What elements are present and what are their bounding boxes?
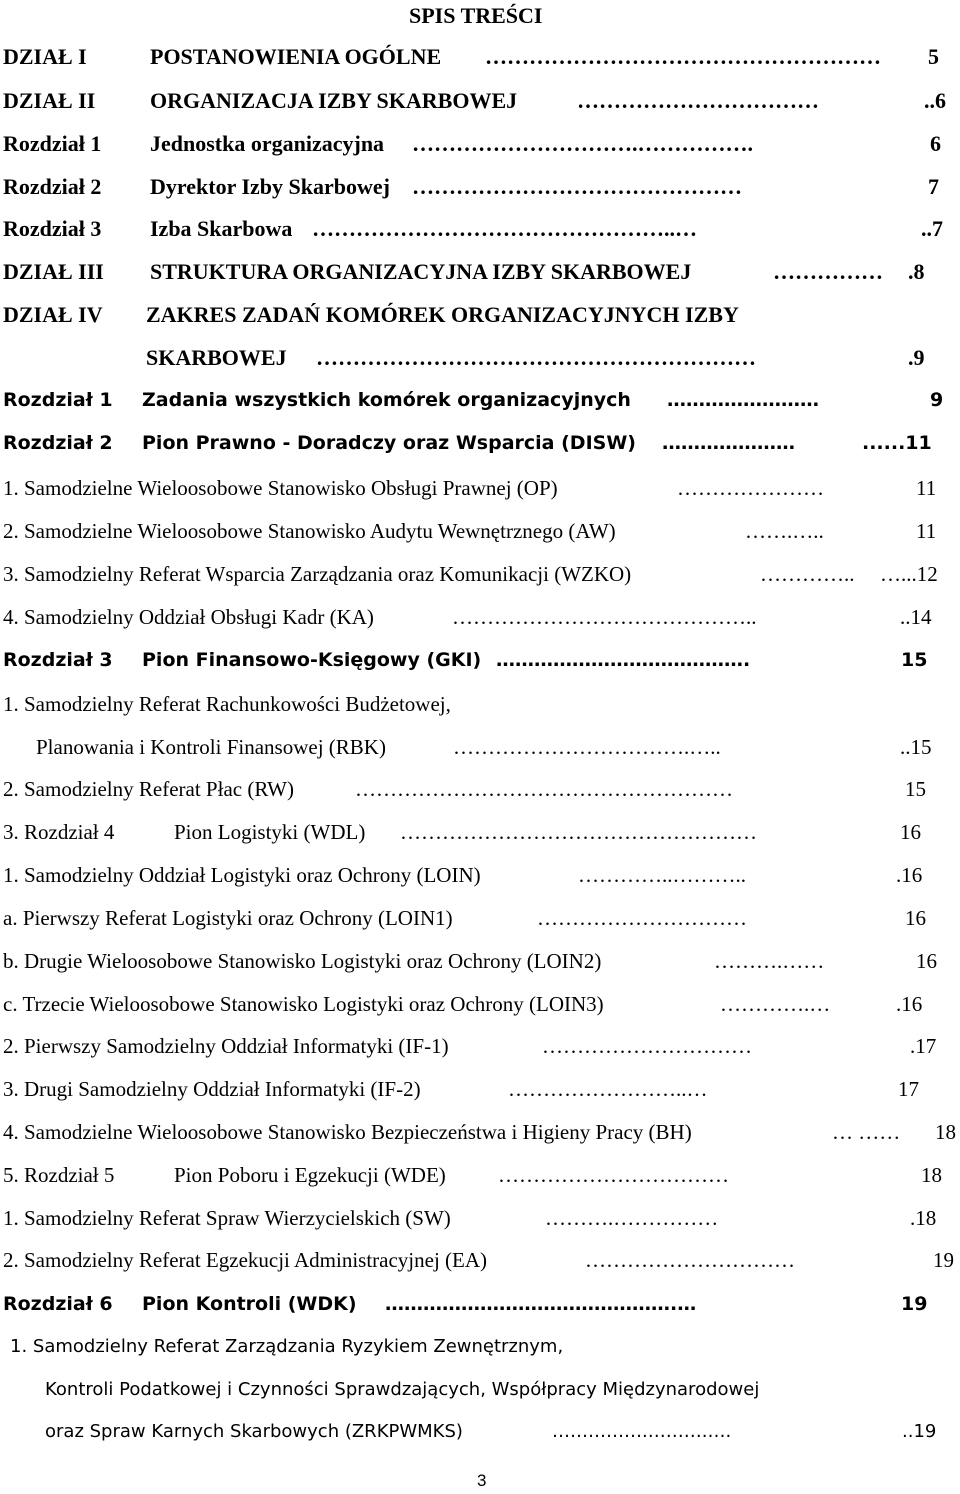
- entry-leader: …………..: [760, 562, 855, 586]
- entry-text: Planowania i Kontroli Finansowej (RBK): [36, 735, 386, 759]
- entry-page: 18: [921, 1163, 942, 1187]
- toc-entry-loin3[interactable]: [3, 994, 604, 1015]
- entry-page: ..15: [900, 735, 932, 759]
- entry-leader: ……………………………………………: [400, 820, 757, 844]
- entry-text: ZAKRES ZADAŃ KOMÓREK ORGANIZACYJNYCH IZBY: [146, 302, 739, 327]
- toc-entry-dzial-4[interactable]: [3, 302, 739, 327]
- toc-entry-rozdzial-1b[interactable]: [3, 389, 631, 411]
- entry-leader: ……………………………………….…: [385, 1293, 697, 1315]
- entry-leader: ……………………………………..: [452, 605, 757, 629]
- entry-text: 5. Rozdział 5: [3, 1163, 115, 1187]
- entry-text: 1. Samodzielne Wieloosobowe Stanowisko Obsługi Prawnej (OP): [3, 476, 558, 500]
- entry-page: 18: [935, 1120, 956, 1144]
- entry-text: Kontroli Podatkowej i Czynności Sprawdzających, Współpracy Międzynarodowej: [45, 1379, 760, 1400]
- entry-text: SKARBOWEJ: [146, 345, 287, 370]
- entry-text: 2. Samodzielny Referat Egzekucji Administracyjnej (EA): [3, 1248, 488, 1272]
- toc-entry-loin2[interactable]: [3, 951, 601, 972]
- entry-page: 11: [916, 476, 937, 500]
- entry-label: Rozdział 2: [3, 174, 102, 199]
- entry-leader: ……………………: [667, 389, 819, 411]
- entry-text: 1. Samodzielny Referat Spraw Wierzycielskich (SW): [3, 1206, 451, 1230]
- entry-page: 15: [901, 649, 928, 671]
- entry-text: c. Trzecie Wieloosobowe Stanowisko Logistyki oraz Ochrony (LOIN3): [3, 992, 604, 1016]
- toc-entry-rbk-cont[interactable]: [36, 737, 386, 758]
- entry-label: Rozdział 3: [3, 216, 102, 241]
- entry-page: 16: [916, 949, 937, 973]
- toc-entry-rozdzial-2[interactable]: [3, 174, 390, 199]
- entry-text: POSTANOWIENIA OGÓLNE: [150, 44, 442, 69]
- entry-text: 1. Samodzielny Referat Rachunkowości Budżetowej,: [3, 692, 451, 716]
- toc-entry-rozdzial-3b[interactable]: [3, 649, 482, 671]
- entry-leader: ……………………………………………………: [316, 345, 756, 370]
- toc-entry-rozdzial-4[interactable]: [3, 820, 366, 844]
- toc-entry-ka[interactable]: [3, 607, 374, 628]
- entry-text: 4. Samodzielny Oddział Obsługi Kadr (KA): [3, 605, 374, 629]
- entry-leader: ……………………………: [498, 1163, 729, 1187]
- entry-page: 16: [905, 906, 926, 930]
- entry-page: 5: [928, 44, 939, 69]
- entry-text: 2. Samodzielne Wieloosobowe Stanowisko Audytu Wewnętrznego (AW): [3, 519, 616, 543]
- toc-entry-zrkpwmks-cont-1[interactable]: [45, 1381, 759, 1399]
- entry-label: DZIAŁ I: [3, 44, 87, 69]
- toc-entry-loin[interactable]: [3, 865, 481, 886]
- entry-leader: …………………: [677, 476, 824, 500]
- entry-page: 17: [898, 1077, 919, 1101]
- entry-label: Rozdział 6: [3, 1293, 113, 1315]
- toc-entry-dzial-1[interactable]: [3, 44, 442, 69]
- entry-text: b. Drugie Wieloosobowe Stanowisko Logistyki oraz Ochrony (LOIN2): [3, 949, 602, 973]
- toc-entry-rozdzial-2b[interactable]: [3, 432, 636, 454]
- toc-entry-dzial-3[interactable]: [3, 259, 692, 284]
- entry-text: 3. Drugi Samodzielny Oddział Informatyki (IF-2): [3, 1077, 421, 1101]
- entry-leader: …………………………: [542, 1034, 752, 1058]
- toc-entry-if1[interactable]: [3, 1036, 449, 1057]
- toc-entry-dzial-4-cont[interactable]: [146, 347, 287, 369]
- toc-entry-op[interactable]: [3, 478, 558, 499]
- entry-text: 1. Samodzielny Referat Zarządzania Ryzykiem Zewnętrznym,: [10, 1336, 564, 1357]
- entry-leader: ………………………………………: [412, 174, 742, 199]
- entry-leader: …………………………: [585, 1248, 795, 1272]
- entry-text: Pion Prawno - Doradczy oraz Wsparcia (DISW): [142, 432, 636, 454]
- entry-text: oraz Spraw Karnych Skarbowych (ZRKPWMKS): [45, 1421, 463, 1442]
- entry-leader: ……………………..…: [508, 1077, 708, 1101]
- toc-entry-rozdzial-6[interactable]: [3, 1293, 357, 1315]
- entry-page: .18: [910, 1206, 937, 1230]
- entry-label: Rozdział 1: [3, 389, 113, 411]
- entry-page: 19: [901, 1293, 928, 1315]
- entry-text: ORGANIZACJA IZBY SKARBOWEJ: [150, 88, 518, 113]
- entry-text: Zadania wszystkich komórek organizacyjnych: [142, 389, 631, 411]
- entry-page: 7: [928, 174, 939, 199]
- entry-text: 2. Samodzielny Referat Płac (RW): [3, 777, 294, 801]
- entry-page: ......11: [862, 432, 932, 454]
- entry-leader: ……………: [773, 259, 883, 284]
- entry-leader: …………………: [662, 432, 795, 454]
- entry-page: ..19: [902, 1421, 937, 1442]
- toc-entry-rozdzial-1[interactable]: [3, 131, 385, 156]
- entry-label: DZIAŁ IV: [3, 302, 103, 327]
- toc-entry-rw[interactable]: [3, 779, 294, 800]
- entry-leader: ………………………………………………: [485, 44, 881, 69]
- entry-page: .9: [908, 345, 925, 370]
- toc-entry-zrkpwmks[interactable]: [10, 1338, 563, 1356]
- toc-entry-sw[interactable]: [3, 1208, 451, 1229]
- entry-text: STRUKTURA ORGANIZACYJNA IZBY SKARBOWEJ: [150, 259, 692, 284]
- entry-leader: ………………………………………………: [355, 777, 733, 801]
- entry-page: 16: [900, 820, 921, 844]
- entry-text: 4. Samodzielne Wieloosobowe Stanowisko Bezpieczeństwa i Higieny Pracy (BH): [3, 1120, 692, 1144]
- entry-leader: ……………………………: [577, 88, 819, 113]
- entry-leader: …………………………….…..: [453, 735, 721, 759]
- entry-leader: …………………………………………..…: [312, 216, 697, 241]
- entry-page: .16: [896, 863, 923, 887]
- entry-page: 19: [933, 1248, 954, 1272]
- entry-text: Dyrektor Izby Skarbowej: [150, 174, 390, 199]
- entry-text-2: Pion Logistyki (WDL): [174, 820, 366, 844]
- entry-text: Pion Kontroli (WDK): [142, 1293, 357, 1315]
- toc-entry-zrkpwmks-cont-2[interactable]: [45, 1423, 463, 1441]
- entry-page: .17: [910, 1034, 937, 1058]
- toc-entry-rozdzial-3[interactable]: [3, 216, 293, 241]
- entry-page: 15: [905, 777, 926, 801]
- entry-text-2: Pion Poboru i Egzekucji (WDE): [174, 1163, 446, 1187]
- entry-leader: …….…..: [745, 519, 824, 543]
- entry-text: Izba Skarbowa: [150, 216, 293, 241]
- entry-text: 1. Samodzielny Oddział Logistyki oraz Ochrony (LOIN): [3, 863, 481, 887]
- entry-leader: …………………………: [537, 906, 747, 930]
- toc-entry-bh[interactable]: [3, 1122, 692, 1143]
- entry-leader: ……….……: [714, 949, 825, 973]
- entry-label: Rozdział 2: [3, 432, 113, 454]
- entry-leader: ………………………….…………….: [412, 131, 753, 156]
- toc-title: SPIS TREŚCI: [409, 3, 543, 28]
- entry-page: ..6: [924, 88, 946, 113]
- entry-label: Rozdział 1: [3, 131, 102, 156]
- entry-text: a. Pierwszy Referat Logistyki oraz Ochrony (LOIN1): [3, 906, 453, 930]
- toc-entry-wzko[interactable]: [3, 564, 631, 585]
- toc-entry-if2[interactable]: [3, 1079, 421, 1100]
- toc-entry-loin1[interactable]: [3, 908, 453, 929]
- toc-entry-rozdzial-5[interactable]: [3, 1163, 446, 1187]
- page-number: 3: [477, 1471, 487, 1490]
- toc-entry-aw[interactable]: [3, 521, 616, 542]
- entry-text: 3. Rozdział 4: [3, 820, 115, 844]
- entry-leader: …………….……….….: [552, 1421, 732, 1442]
- entry-page: .8: [908, 259, 925, 284]
- entry-text: 2. Pierwszy Samodzielny Oddział Informatyki (IF-1): [3, 1034, 449, 1058]
- entry-label: DZIAŁ II: [3, 88, 96, 113]
- entry-leader: ………………………………….: [496, 649, 751, 671]
- entry-label: Rozdział 3: [3, 649, 113, 671]
- entry-page: ..7: [921, 216, 943, 241]
- entry-text: Jednostka organizacyjna: [150, 131, 385, 156]
- toc-entry-dzial-2[interactable]: [3, 88, 518, 113]
- entry-page: 9: [930, 389, 944, 411]
- entry-leader: …………..………..: [578, 863, 746, 887]
- entry-label: DZIAŁ III: [3, 259, 104, 284]
- entry-leader: ……….……………: [545, 1206, 719, 1230]
- entry-leader: ………….…: [720, 992, 831, 1016]
- entry-page: …...12: [880, 562, 938, 586]
- entry-page: 11: [916, 519, 937, 543]
- entry-page: 6: [930, 131, 941, 156]
- entry-text: Pion Finansowo-Księgowy (GKI): [142, 649, 482, 671]
- toc-entry-rbk[interactable]: [3, 694, 451, 715]
- entry-page: .16: [896, 992, 923, 1016]
- toc-entry-ea[interactable]: [3, 1250, 487, 1271]
- entry-leader: … ……: [832, 1120, 901, 1144]
- entry-page: ..14: [900, 605, 932, 629]
- entry-text: 3. Samodzielny Referat Wsparcia Zarządzania oraz Komunikacji (WZKO): [3, 562, 632, 586]
